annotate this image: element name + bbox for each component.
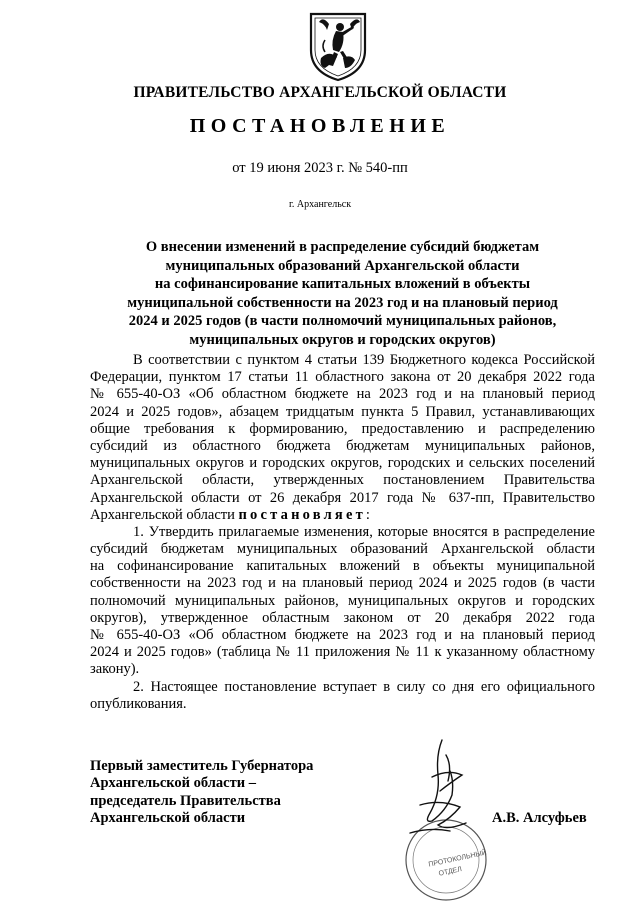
decree-word: постановляет xyxy=(238,506,366,523)
stamp-text-line: ОТДЕЛ xyxy=(438,865,463,878)
government-title: ПРАВИТЕЛЬСТВО АРХАНГЕЛЬСКОЙ ОБЛАСТИ xyxy=(133,84,507,101)
document-city: г. Архангельск xyxy=(288,199,352,210)
body-line: № 655-40-ОЗ «Об областном бюджете на 2023 год и на плановый период xyxy=(90,386,595,403)
document-date-number: от 19 июня 2023 г. № 540-пп xyxy=(232,160,408,176)
signatory-position xyxy=(90,758,313,828)
body-line: субсидий из областного бюджета бюджетам муниципальных районов, xyxy=(90,437,595,454)
item1-line: на софинансирование капитальных вложений в объекты муниципальной xyxy=(90,558,595,575)
item1-line: собственности на 2023 год и на плановый период 2024 и 2025 годов (в части xyxy=(90,575,595,592)
position-line: Архангельской области – xyxy=(90,775,256,792)
body-line: Федерации, пунктом 17 статьи 11 областного закона от 20 декабря 2022 года xyxy=(90,369,595,386)
document-subject xyxy=(90,238,595,350)
item1-line: № 655-40-ОЗ «Об областном бюджете на 2023 год и на плановый период xyxy=(90,627,595,643)
item2-line: 2. Настоящее постановление вступает в силу со дня его официального xyxy=(133,678,595,695)
subject-line: муниципальной собственности на 2023 год и на плановый период xyxy=(127,294,558,311)
subject-line: муниципальных округов и городских округов) xyxy=(189,331,496,348)
body-line: общие требования к формированию, предоставлению и распределению xyxy=(90,420,595,437)
subject-line: О внесении изменений в распределение субсидий бюджетам xyxy=(145,239,540,255)
body-line: Архангельской области от 26 декабря 2017 года № 637-пп, Правительство xyxy=(90,489,595,506)
item1-line: закону). xyxy=(90,661,140,678)
subject-line: муниципальных образований Архангельской области xyxy=(165,257,520,274)
decree-suffix: : xyxy=(365,506,370,523)
stamp-text-line: ПРОТОКОЛЬНЫЙ xyxy=(427,849,488,869)
decree-prefix: Архангельской области xyxy=(90,506,239,523)
body-line-decree xyxy=(90,507,595,524)
subject-line: 2024 и 2025 годов (в части полномочий муниципальных районов, xyxy=(128,313,557,330)
body-line: Архангельской области, утвержденных постановлением Правительства xyxy=(90,472,595,489)
subject-line: на софинансирование капитальных вложений в объекты xyxy=(154,276,531,293)
item1-line: 1. Утвердить прилагаемые изменения, которые вносятся в распределение xyxy=(133,523,595,540)
document-type: ПОСТАНОВЛЕНИЕ xyxy=(189,115,451,137)
item2-line: опубликования. xyxy=(90,695,187,712)
stamp-icon xyxy=(406,820,487,900)
body-line: 2024 и 2025 годов», абзацем тридцатым пункта 5 Правил, устанавливающих xyxy=(90,403,595,420)
coat-of-arms-icon xyxy=(303,10,373,82)
document-body xyxy=(90,352,595,713)
position-line: Архангельской области xyxy=(90,810,246,827)
signatory-name: А.В. Алсуфьев xyxy=(492,810,587,826)
body-line: муниципальных округов и городских округов, городских и сельских поселений xyxy=(90,455,595,472)
signature-icon xyxy=(410,740,466,833)
item1-line: субсидий бюджетам муниципальных образований Архангельской области xyxy=(90,541,595,558)
item1-line: полномочий муниципальных районов, муниципальных округов и городских xyxy=(90,592,595,609)
position-line: председатель Правительства xyxy=(90,792,281,809)
item1-line: округов), утвержденное областным законом от 20 декабря 2022 года xyxy=(90,609,595,626)
body-line: В соответствии с пунктом 4 статьи 139 Бюджетного кодекса Российской xyxy=(133,352,595,368)
position-line: Первый заместитель Губернатора xyxy=(90,758,314,774)
item1-line: 2024 и 2025 годов» (таблица № 11 приложения № 11 к указанному областному xyxy=(90,644,595,661)
